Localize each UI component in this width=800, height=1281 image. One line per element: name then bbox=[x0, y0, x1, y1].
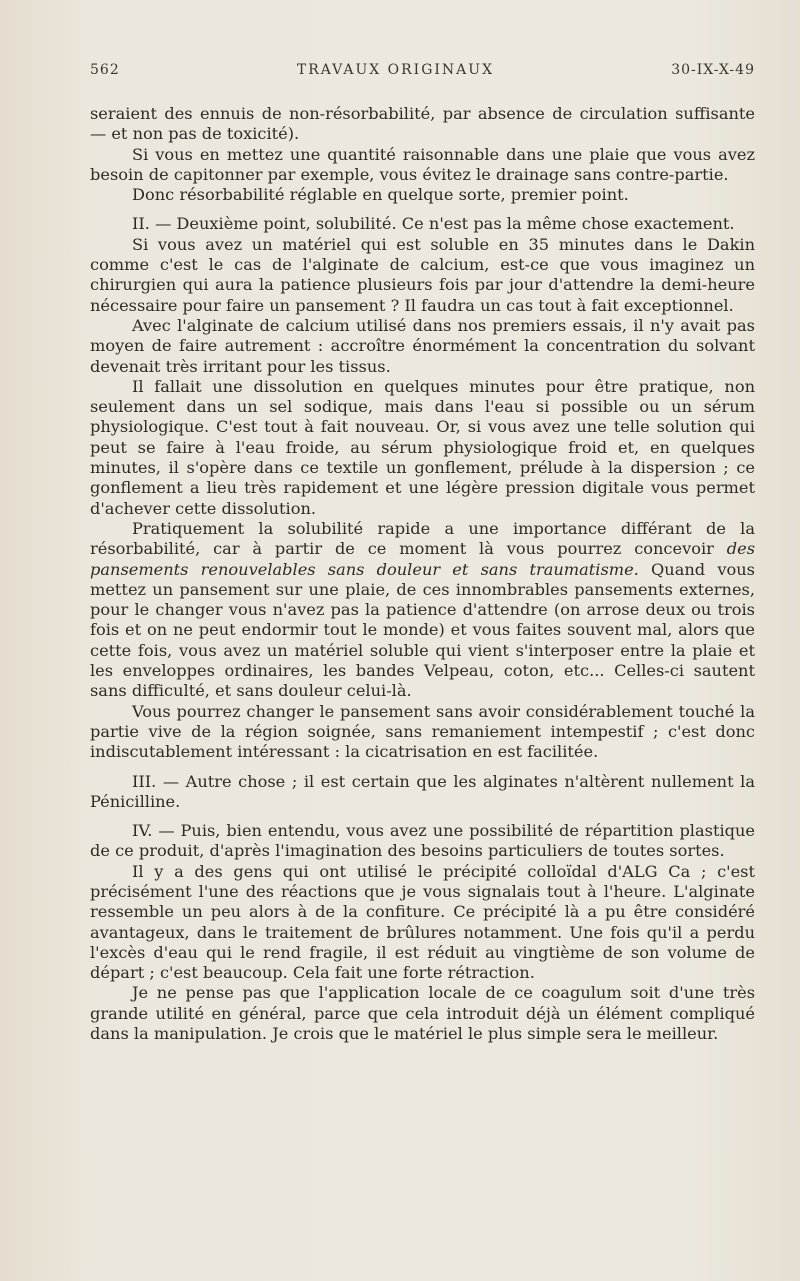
issue-date: 30-IX-X-49 bbox=[671, 62, 755, 78]
paragraph-12: Il y a des gens qui ont utilisé le précipité colloïdal d'ALG Ca ; c'est précisément l'une des réactions que je vous signalais tout à l'heure. L'alginate ressemble un peu alors à de la confiture. Ce précipité là a pu être considéré avantageux, dans le traitement de brûlures notamment. Une fois qu'il a perdu l'excès d'eau qui le rend fragile, il est réduit au vingtième de son volume de départ ; c'est beaucoup. Cela fait une forte rétraction. bbox=[90, 861, 755, 983]
paragraph-8-start: Pratiquement la solubilité rapide a une importance différant de la résorbabilité, car à partir de ce moment là vous pourrez concevoir bbox=[90, 518, 755, 559]
section-iii-paragraph: III. — Autre chose ; il est certain que les alginates n'altèrent nullement la Pénicilline. bbox=[90, 771, 755, 811]
section-ii-heading-paragraph: II. — Deuxième point, solubilité. Ce n'est pas la même chose exactement. bbox=[132, 214, 735, 234]
body-text bbox=[90, 104, 755, 1044]
paragraph-3: Donc résorbabilité réglable en quelque sorte, premier point. bbox=[132, 185, 629, 205]
paragraph-7: Il fallait une dissolution en quelques minutes pour être pratique, non seulement dans un sel sodique, mais dans l'eau si possible ou un sérum physiologique. C'est tout à fait nouveau. Or, si vous avez une telle solution qui peut se faire à l'eau froide, au sérum physiologique froid et, en quelques minutes, il s'opère dans ce textile un gonflement, prélude à la dispersion ; ce gonflement a lieu très rapidement et une légère pression digitale vous permet d'achever cette dissolution. bbox=[90, 376, 755, 518]
paragraph-8-end: Quand vous mettez un pansement sur une plaie, de ces innombrables pansements externes, pour le changer vous n'avez pas la patience d'attendre (on arrose deux ou trois fois et on ne peut endormir tout le monde) et vous faites souvent mal, alors que cette fois, vous avez un matériel soluble qui vient s'interposer entre la plaie et les enveloppes ordinaires, les bandes Velpeau, coton, etc... Celles-ci sautent sans difficulté, et sans douleur celui-là. bbox=[90, 559, 755, 701]
paragraph-1: seraient des ennuis de non-résorbabilité, par absence de circulation suffisante — et non pas de toxicité). bbox=[90, 104, 755, 144]
paragraph-8-italic: des pansements renouvelables sans douleur et sans traumatisme. bbox=[90, 539, 755, 579]
paragraph-13: Je ne pense pas que l'application locale de ce coagulum soit d'une très grande utilité en général, parce que cela introduit déjà un élément compliqué dans la manipulation. Je crois que le matériel le plus simple sera le meilleur. bbox=[90, 983, 755, 1044]
paragraph-5: Si vous avez un matériel qui est soluble en 35 minutes dans le Dakin comme c'est le cas de l'alginate de calcium, est-ce que vous imaginez un chirurgien qui aura la patience plusieurs fois par jour d'attendre la demi-heure nécessaire pour faire un pansement ? Il faudra un cas tout à fait exceptionnel. bbox=[90, 234, 755, 315]
paragraph-6: Avec l'alginate de calcium utilisé dans nos premiers essais, il n'y avait pas moyen de faire autrement : accroître énormément la concentration du solvant devenait très irritant pour les tissus. bbox=[90, 315, 755, 376]
running-title: TRAVAUX ORIGINAUX bbox=[296, 62, 495, 78]
paragraph-9: Vous pourrez changer le pansement sans avoir considérablement touché la partie vive de la région soignée, sans remaniement intempestif ; c'est donc indiscutablement intéressant : la cicatrisation en est facilitée. bbox=[90, 701, 755, 762]
paragraph-2: Si vous en mettez une quantité raisonnable dans une plaie que vous avez besoin de capitonner par exemple, vous évitez le drainage sans contre-partie. bbox=[90, 144, 755, 184]
paragraph-8 bbox=[90, 519, 755, 702]
section-iv-paragraph: IV. — Puis, bien entendu, vous avez une possibilité de répartition plastique de ce produit, d'après l'imagination des besoins particuliers de toutes sortes. bbox=[90, 821, 755, 861]
page-number: 562 bbox=[90, 62, 120, 78]
running-header bbox=[90, 62, 755, 78]
